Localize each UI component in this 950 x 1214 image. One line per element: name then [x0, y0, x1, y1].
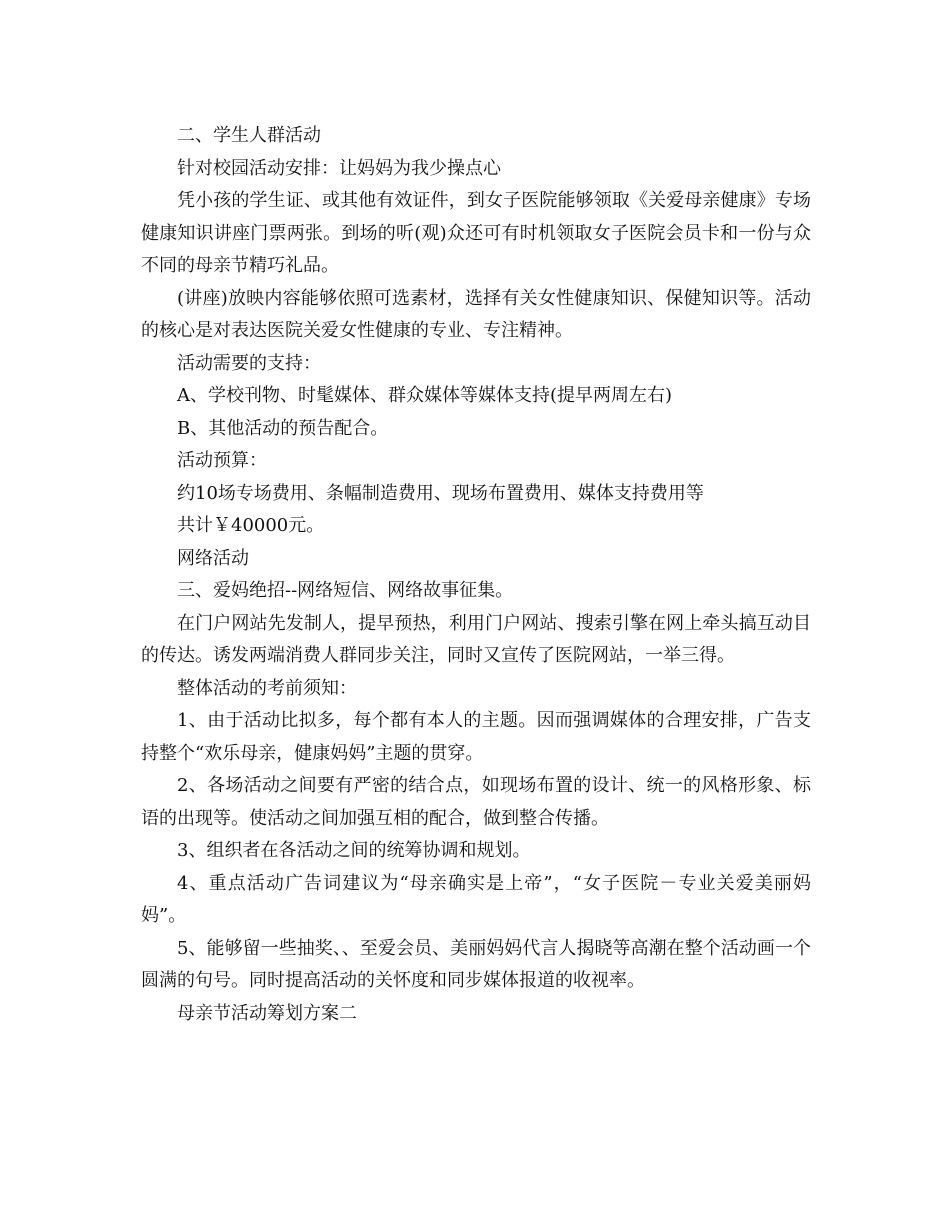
support-heading: 活动需要的支持：: [177, 352, 321, 374]
list-item: 3、组织者在各活动之间的统筹协调和规划。: [177, 840, 531, 861]
paragraph: 约10场专场费用、条幅制造费用、现场布置费用、媒体支持费用等: [177, 482, 704, 504]
section-heading-plan-two: 母亲节活动筹划方案二: [177, 1002, 357, 1024]
notes-heading: 整体活动的考前须知：: [177, 677, 357, 699]
list-item: B、其他活动的预告配合。: [177, 417, 389, 439]
budget-total: 共计￥40000元。: [177, 515, 325, 536]
campus-activity-title: 针对校园活动安排：让妈妈为我少操点心: [177, 157, 501, 179]
section-heading-online: 网络活动: [177, 547, 249, 569]
list-item: 1、由于活动比拟多，每个都有本人的主题。因而强调媒体的合理安排，广告支持整个“欢乐母亲，健康妈妈”主题的贯穿。: [141, 710, 811, 764]
document-body: [141, 120, 811, 1030]
section-heading-student-activities: 二、学生人群活动: [177, 125, 321, 146]
list-item: A、学校刊物、时髦媒体、群众媒体等媒体支持(提早两周左右): [177, 385, 673, 406]
paragraph: 在门户网站先发制人，提早预热，利用门户网站、搜索引擎在网上牵头搞互动目的传达。诱发两端消费人群同步关注，同时又宣传了医院网站，一举三得。: [141, 612, 811, 666]
budget-heading: 活动预算：: [177, 450, 267, 471]
list-item: 5、能够留一些抽奖、、至爱会员、美丽妈妈代言人揭晓等高潮在整个活动画一个圆满的句号。同时提高活动的关怀度和同步媒体报道的收视率。: [141, 937, 811, 991]
section-heading-online-activity: 三、爱妈绝招--网络短信、网络故事征集。: [177, 580, 514, 601]
paragraph: (讲座)放映内容能够依照可选素材，选择有关女性健康知识、保健知识等。活动的核心是对表达医院关爱女性健康的专业、专注精神。: [141, 287, 811, 341]
list-item: 2、各场活动之间要有严密的结合点，如现场布置的设计、统一的风格形象、标语的出现等。使活动之间加强互相的配合，做到整合传播。: [141, 775, 811, 829]
paragraph: 凭小孩的学生证、或其他有效证件，到女子医院能够领取《关爱母亲健康》专场健康知识讲座门票两张。到场的听(观)众还可有时机领取女子医院会员卡和一份与众不同的母亲节精巧礼品。: [141, 190, 811, 276]
list-item: 4、重点活动广告词建议为“母亲确实是上帝”，“女子医院－专业关爱美丽妈妈”。: [141, 872, 811, 926]
